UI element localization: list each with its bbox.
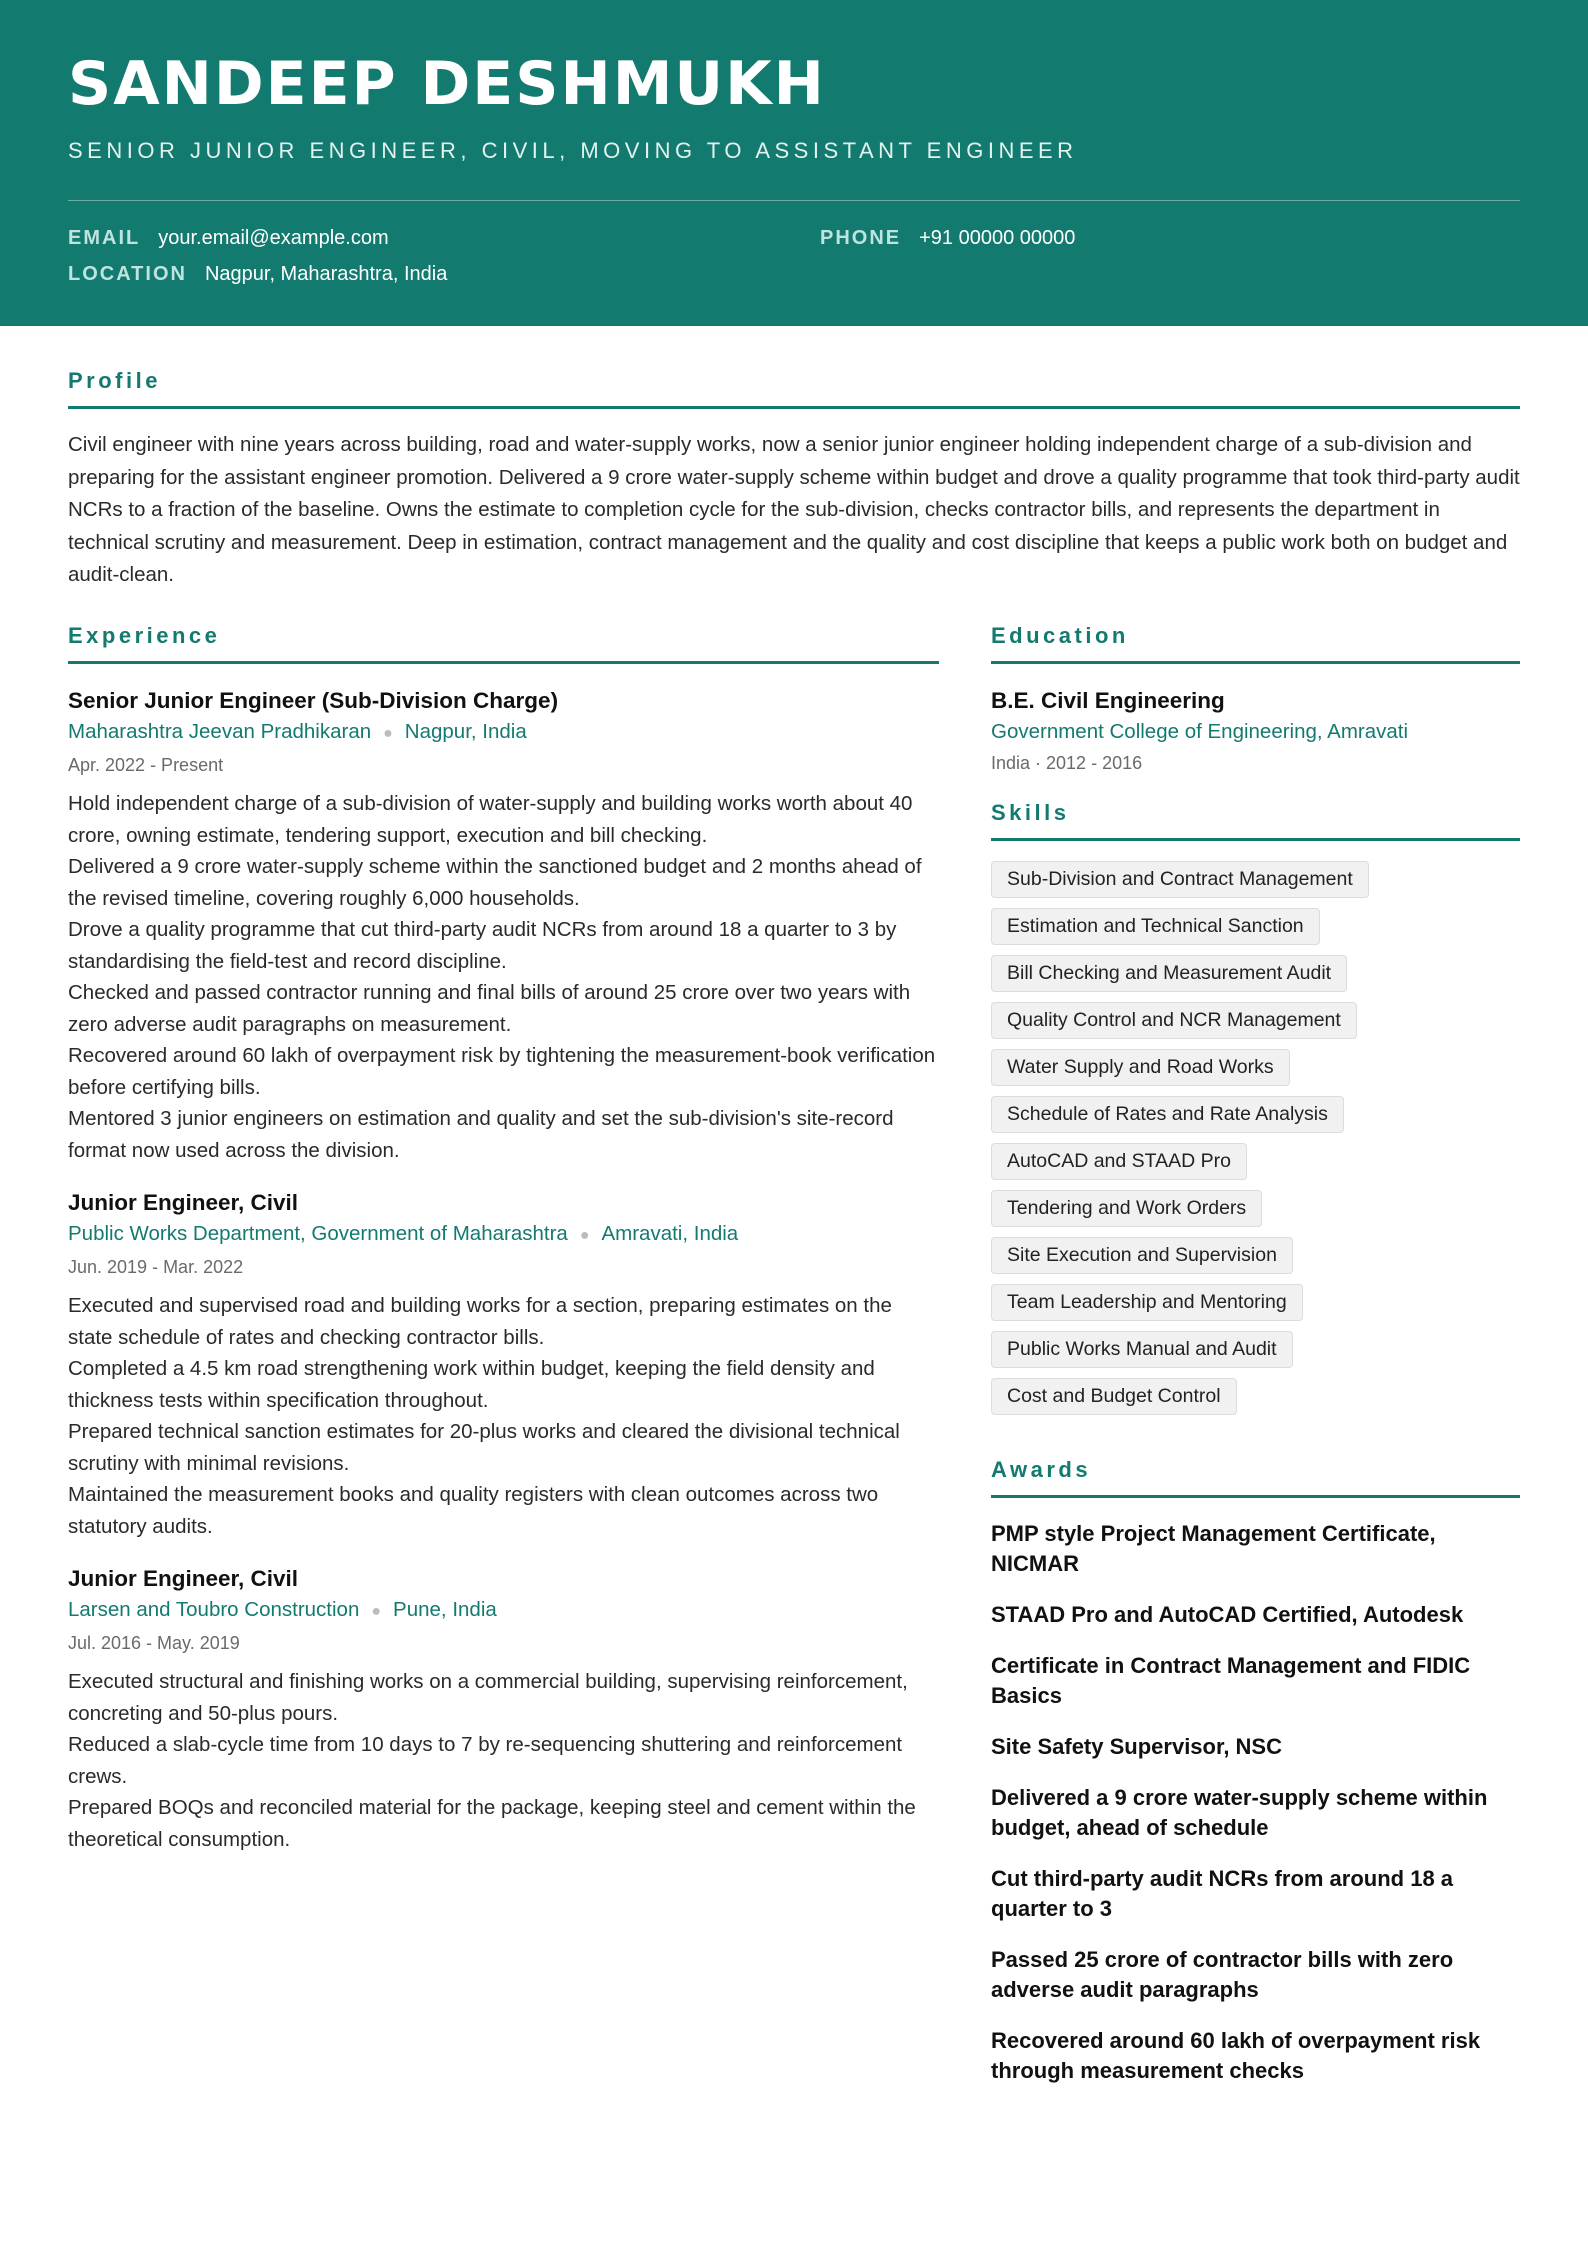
skill-tag: Quality Control and NCR Management (991, 1002, 1357, 1039)
job-location: Amravati, India (601, 1222, 739, 1245)
profile-heading: Profile (68, 368, 1520, 409)
skill-tag: Team Leadership and Mentoring (991, 1284, 1303, 1321)
job-bullets (68, 1666, 939, 1855)
profile-summary: Civil engineer with nine years across building, road and water-supply works, now a senior junior engineer holding independent charge of a sub-division and preparing for the assistant engineer promotion. Delivered a 9 crore water-supply scheme within budget and drove a quality programme that took third-party audit NCRs to a fraction of the baseline. Owns the estimate to completion cycle for the sub-division, checks contractor bills, and represents the department in technical scrutiny and measurement. Deep in estimation, contract management and the quality and cost discipline that keeps a public work both on budget and audit-clean. (68, 433, 1520, 586)
job-org-line (68, 1218, 939, 1252)
experience-section (68, 623, 939, 1855)
skill-tag: Cost and Budget Control (991, 1378, 1237, 1415)
awards-heading: Awards (991, 1457, 1520, 1498)
job-org-line (68, 1594, 939, 1628)
job-bullet: Completed a 4.5 km road strengthening work within budget, keeping the field density and thickness tests within specification throughout. (68, 1357, 875, 1412)
separator-dot-icon: ● (579, 1227, 590, 1244)
sidebar-column (991, 623, 1520, 2086)
skill-tag: AutoCAD and STAAD Pro (991, 1143, 1247, 1180)
contact-block (68, 227, 1520, 307)
job-bullet: Mentored 3 junior engineers on estimation and quality and set the sub-division's site-record format now used across the division. (68, 1107, 894, 1162)
job-entry (68, 1188, 939, 1542)
skill-tag: Bill Checking and Measurement Audit (991, 955, 1347, 992)
job-title: Junior Engineer, Civil (68, 1190, 299, 1215)
header-divider (68, 200, 1520, 201)
education-heading: Education (991, 623, 1520, 664)
job-bullet: Recovered around 60 lakh of overpayment risk by tightening the measurement-book verification before certifying bills. (68, 1044, 936, 1099)
profile-section (68, 368, 1520, 592)
education-degree: B.E. Civil Engineering (991, 688, 1225, 713)
skills-list (991, 861, 1520, 1415)
location-value: Nagpur, Maharashtra, India (204, 263, 448, 285)
job-org-line (68, 716, 939, 750)
award-item: Certificate in Contract Management and FIDIC Basics (991, 1653, 1471, 1708)
email-label: EMAIL (68, 227, 141, 249)
contact-phone (820, 227, 1075, 250)
education-section (991, 623, 1520, 778)
skill-tag: Estimation and Technical Sanction (991, 908, 1320, 945)
job-bullet: Drove a quality programme that cut third-party audit NCRs from around 18 a quarter to 3 by standardising the field-test and record discipline. (68, 918, 897, 973)
education-entry (991, 686, 1520, 778)
resume-header (0, 0, 1588, 326)
candidate-tagline: SENIOR JUNIOR ENGINEER, CIVIL, MOVING TO ASSISTANT ENGINEER (68, 138, 1078, 163)
job-bullet: Prepared BOQs and reconciled material for the package, keeping steel and cement within the theoretical consumption. (68, 1796, 916, 1851)
job-dates: Jul. 2016 - May. 2019 (68, 1633, 240, 1653)
experience-heading: Experience (68, 623, 939, 664)
job-employer: Maharashtra Jeevan Pradhikaran (68, 720, 372, 743)
contact-email (68, 227, 389, 250)
phone-label: PHONE (820, 227, 902, 249)
job-entry (68, 686, 939, 1166)
job-title: Senior Junior Engineer (Sub-Division Charge) (68, 688, 559, 713)
job-bullet: Hold independent charge of a sub-division of water-supply and building works worth about 40 crore, owning estimate, tendering support, execution and bill checking. (68, 792, 913, 847)
job-title: Junior Engineer, Civil (68, 1566, 299, 1591)
job-location: Nagpur, India (404, 720, 527, 743)
location-label: LOCATION (68, 263, 187, 285)
job-bullet: Prepared technical sanction estimates for 20-plus works and cleared the divisional technical scrutiny with minimal revisions. (68, 1420, 900, 1475)
award-item: PMP style Project Management Certificate, NICMAR (991, 1521, 1436, 1576)
award-item: Delivered a 9 crore water-supply scheme within budget, ahead of schedule (991, 1785, 1488, 1840)
education-school: Government College of Engineering, Amravati (991, 720, 1409, 743)
email-value[interactable]: your.email@example.com (158, 227, 389, 249)
job-bullets (68, 788, 939, 1166)
skill-tag: Water Supply and Road Works (991, 1049, 1290, 1086)
skill-tag: Site Execution and Supervision (991, 1237, 1293, 1274)
job-bullet: Reduced a slab-cycle time from 10 days to 7 by re-sequencing shuttering and reinforcement crews. (68, 1733, 903, 1788)
awards-list (991, 1519, 1520, 2086)
skills-heading: Skills (991, 800, 1520, 841)
job-bullet: Executed structural and finishing works on a commercial building, supervising reinforcement, concreting and 50-plus pours. (68, 1670, 908, 1725)
education-details: India · 2012 - 2016 (991, 753, 1143, 773)
separator-dot-icon: ● (383, 725, 393, 742)
job-bullet: Maintained the measurement books and quality registers with clean outcomes across two statutory audits. (68, 1483, 879, 1538)
awards-section (991, 1457, 1520, 2086)
job-bullet: Checked and passed contractor running and final bills of around 25 crore over two years with zero adverse audit paragraphs on measurement. (68, 981, 911, 1036)
job-entry (68, 1564, 939, 1855)
skill-tag: Tendering and Work Orders (991, 1190, 1262, 1227)
job-employer: Larsen and Toubro Construction (68, 1598, 360, 1621)
award-item: Cut third-party audit NCRs from around 18 a quarter to 3 (991, 1866, 1454, 1921)
award-item: Recovered around 60 lakh of overpayment risk through measurement checks (991, 2028, 1481, 2083)
skill-tag: Sub-Division and Contract Management (991, 861, 1369, 898)
award-item: Passed 25 crore of contractor bills with zero adverse audit paragraphs (991, 1947, 1454, 2002)
skill-tag: Schedule of Rates and Rate Analysis (991, 1096, 1344, 1133)
candidate-name: SANDEEP DESHMUKH (68, 49, 826, 119)
job-dates: Apr. 2022 - Present (68, 755, 224, 775)
job-bullet: Executed and supervised road and building works for a section, preparing estimates on the state schedule of rates and checking contractor bills. (68, 1294, 892, 1349)
phone-value[interactable]: +91 00000 00000 (919, 227, 1076, 249)
job-bullet: Delivered a 9 crore water-supply scheme within the sanctioned budget and 2 months ahead of the revised timeline, covering roughly 6,000 households. (68, 855, 922, 910)
job-location: Pune, India (393, 1598, 497, 1621)
job-dates: Jun. 2019 - Mar. 2022 (68, 1257, 244, 1277)
separator-dot-icon: ● (371, 1603, 382, 1620)
award-item: STAAD Pro and AutoCAD Certified, Autodesk (991, 1602, 1464, 1627)
award-item: Site Safety Supervisor, NSC (991, 1734, 1282, 1759)
contact-location (68, 263, 447, 286)
job-bullets (68, 1290, 939, 1542)
skills-section (991, 800, 1520, 1415)
skill-tag: Public Works Manual and Audit (991, 1331, 1293, 1368)
job-employer: Public Works Department, Government of Maharashtra (68, 1222, 568, 1245)
